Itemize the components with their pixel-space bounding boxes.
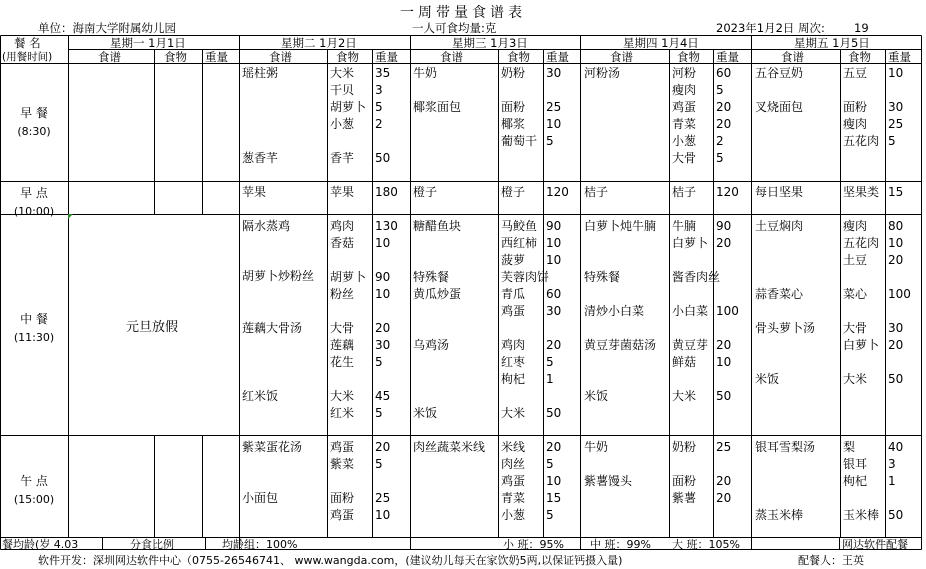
weight: 3 [375, 83, 383, 97]
ingredient: 小白菜 [672, 304, 709, 318]
weight: 20 [716, 236, 732, 250]
ingredient: 白萝卜 [672, 236, 709, 250]
recipe: 椰浆面包 [413, 100, 462, 114]
weight: 90 [716, 219, 732, 233]
col-weight: 重量 [888, 50, 911, 64]
col-ingredient: 食物 [507, 50, 530, 64]
brand-label: 网达软件配餐 [842, 538, 908, 551]
ingredient: 肉丝 [501, 457, 526, 471]
ingredient: 大骨 [843, 321, 868, 335]
day-header-tue: 星期二 1月2日 [281, 36, 357, 50]
recipe: 隔水蒸鸡 [242, 219, 291, 233]
ingredient: 瘦肉 [843, 219, 868, 233]
meal-lunch: 中 餐 (11:30) [13, 312, 55, 345]
col-ingredient: 食物 [336, 50, 359, 64]
meal-name-header: 餐 名 [14, 36, 41, 50]
weight: 130 [375, 219, 398, 233]
weight: 20 [716, 338, 732, 352]
ingredient: 瘦肉 [672, 83, 697, 97]
ingredient: 鸡蛋 [501, 304, 526, 318]
ingredient: 紫菜 [330, 457, 355, 471]
weight: 25 [546, 100, 562, 114]
ingredient: 香菇 [330, 236, 355, 250]
day-header-wed: 星期三 1月3日 [452, 36, 528, 50]
ingredient: 大米 [330, 66, 355, 80]
meal-time-header: (用餐时间) [2, 51, 53, 63]
recipe: 紫薯馒头 [584, 474, 633, 488]
recipe: 乌鸡汤 [413, 338, 450, 352]
weight: 90 [375, 270, 391, 284]
recipe: 胡萝卜炒粉丝 [242, 269, 315, 283]
ingredient: 马鲛鱼 [501, 219, 538, 233]
weight: 30 [546, 66, 562, 80]
weight: 120 [716, 185, 739, 199]
ingredient: 芙蓉肉饼 [501, 270, 550, 284]
big-class-ratio: 大 班：105% [672, 538, 740, 551]
weight: 50 [546, 406, 562, 420]
recipe: 莲藕大骨汤 [242, 321, 303, 335]
weight: 10 [888, 236, 904, 250]
weight: 50 [375, 151, 391, 165]
cell-marker [68, 214, 73, 219]
weight: 20 [546, 440, 562, 454]
weight: 10 [546, 253, 562, 267]
day-header-fri: 星期五 1月5日 [794, 36, 870, 50]
col-weight: 重量 [716, 50, 739, 64]
ingredient: 枸杞 [501, 372, 526, 386]
col-ingredient: 食物 [677, 50, 700, 64]
recipe: 肉丝蔬菜米线 [413, 440, 486, 454]
ingredient: 面粉 [330, 491, 355, 505]
weight: 10 [546, 236, 562, 250]
weight: 50 [888, 372, 904, 386]
recipe: 银耳雪梨汤 [755, 440, 816, 454]
weight: 120 [546, 185, 569, 199]
ingredient: 五豆 [843, 66, 868, 80]
recipe: 米饭 [755, 372, 780, 386]
recipe: 苹果 [242, 185, 267, 199]
weight: 60 [546, 287, 562, 301]
weight: 180 [375, 185, 398, 199]
ingredient: 橙子 [501, 185, 526, 199]
page-title: 一周带量食谱表 [400, 5, 526, 21]
weight: 5 [716, 83, 724, 97]
ingredient: 河粉 [672, 66, 697, 80]
ingredient: 干贝 [330, 83, 355, 97]
ingredient: 面粉 [843, 100, 868, 114]
ingredient: 面粉 [501, 100, 526, 114]
ingredient: 胡萝卜 [330, 270, 367, 284]
weight: 10 [546, 474, 562, 488]
per-person-label: 一人可食均量:克 [412, 21, 497, 35]
ingredient: 酱香肉丝 [672, 270, 721, 284]
ingredient: 桔子 [672, 185, 697, 199]
col-ingredient: 食物 [848, 50, 871, 64]
developer-note: 软件开发：深圳网达软件中心（0755-26546741、 www.wangda.com，(建议幼儿每天在家饮奶5两,以保证钙摄入量) [38, 554, 623, 567]
weight: 5 [546, 134, 554, 148]
recipe: 每日坚果 [755, 185, 804, 199]
recipe: 特殊餐 [584, 270, 621, 284]
recipe: 蒜香菜心 [755, 287, 804, 301]
recipe: 米饭 [413, 406, 438, 420]
weight: 60 [716, 66, 732, 80]
split-ratio-label: 分食比例 [130, 538, 174, 551]
ingredient: 大米 [843, 372, 868, 386]
ingredient: 菜心 [843, 287, 868, 301]
meal-morning-snack: 早 点 (10:00) [13, 186, 55, 219]
weight: 90 [546, 219, 562, 233]
recipe: 紫菜蛋花汤 [242, 440, 303, 454]
day-header-thu: 星期四 1月4日 [623, 36, 699, 50]
ingredient: 鲜菇 [672, 355, 697, 369]
ingredient: 西红柿 [501, 236, 538, 250]
preparer-label: 配餐人：王英 [798, 554, 864, 567]
recipe: 小面包 [242, 491, 279, 505]
weight: 5 [546, 508, 554, 522]
weight: 30 [888, 100, 904, 114]
weight: 45 [375, 389, 391, 403]
ingredient: 花生 [330, 355, 355, 369]
weight: 25 [375, 491, 391, 505]
ingredient: 坚果类 [843, 185, 880, 199]
recipe: 米饭 [584, 389, 609, 403]
col-recipe: 食谱 [269, 50, 292, 64]
ingredient: 面粉 [672, 474, 697, 488]
date-week-label: 2023年1月2日 周次: [716, 21, 825, 35]
weight: 5 [888, 134, 896, 148]
ingredient: 青菜 [501, 491, 526, 505]
recipe: 土豆焖肉 [755, 219, 804, 233]
ingredient: 枸杞 [843, 474, 868, 488]
average-age: 餐均龄(岁 4.03 [2, 538, 79, 551]
weight: 5 [375, 355, 383, 369]
recipe: 蒸玉米棒 [755, 508, 804, 522]
ingredient: 小葱 [501, 508, 526, 522]
weight: 3 [888, 457, 896, 471]
weight: 80 [888, 219, 904, 233]
ingredient: 大骨 [330, 321, 355, 335]
week-number: 19 [854, 21, 869, 35]
recipe: 叉烧面包 [755, 100, 804, 114]
recipe: 葱香芊 [242, 151, 279, 165]
ingredient: 梨 [843, 440, 856, 454]
ingredient: 鸡肉 [501, 338, 526, 352]
recipe: 糖醋鱼块 [413, 219, 462, 233]
weight: 20 [716, 100, 732, 114]
weight: 10 [375, 287, 391, 301]
recipe: 特殊餐 [413, 270, 450, 284]
col-recipe: 食谱 [440, 50, 463, 64]
weight: 30 [375, 338, 391, 352]
recipe: 橙子 [413, 185, 438, 199]
mid-class-ratio: 中 班：99% [590, 538, 651, 551]
ingredient: 黄豆芽 [672, 338, 709, 352]
weight: 10 [716, 355, 732, 369]
weight: 1 [546, 372, 554, 386]
unit-label: 单位：海南大学附属幼儿园 [38, 21, 176, 35]
weight: 20 [888, 338, 904, 352]
ingredient: 葡萄干 [501, 134, 538, 148]
weight: 10 [888, 66, 904, 80]
weight: 5 [546, 355, 554, 369]
ingredient: 大米 [501, 406, 526, 420]
ingredient: 奶粉 [672, 440, 697, 454]
weight: 1 [888, 474, 896, 488]
day-header-mon: 星期一 1月1日 [110, 36, 186, 50]
ingredient: 红米 [330, 406, 355, 420]
meal-afternoon-snack: 午 点 (15:00) [13, 474, 55, 507]
ingredient: 红枣 [501, 355, 526, 369]
weight: 50 [888, 508, 904, 522]
ingredient: 鸡肉 [330, 219, 355, 233]
recipe: 黄瓜炒蛋 [413, 287, 462, 301]
col-weight: 重量 [205, 50, 228, 64]
age-group-ratio: 均龄组：100% [222, 538, 298, 551]
col-ingredient: 食物 [164, 50, 187, 64]
weight: 30 [546, 304, 562, 318]
col-weight: 重量 [375, 50, 398, 64]
weight: 50 [716, 389, 732, 403]
col-recipe: 食谱 [610, 50, 633, 64]
recipe: 牛奶 [413, 66, 438, 80]
weight: 20 [716, 474, 732, 488]
weight: 35 [375, 66, 391, 80]
col-weight: 重量 [546, 50, 569, 64]
small-class-ratio: 小 班：95% [503, 538, 564, 551]
meal-breakfast: 早 餐 (8:30) [17, 106, 51, 139]
weight: 25 [716, 440, 732, 454]
weight: 2 [716, 134, 724, 148]
ingredient: 五花肉 [843, 134, 880, 148]
weight: 20 [375, 440, 391, 454]
weight: 10 [546, 117, 562, 131]
recipe: 五谷豆奶 [755, 66, 804, 80]
ingredient: 胡萝卜 [330, 100, 367, 114]
ingredient: 银耳 [843, 457, 868, 471]
weight: 20 [716, 491, 732, 505]
ingredient: 青菜 [672, 117, 697, 131]
recipe: 牛奶 [584, 440, 609, 454]
ingredient: 紫薯 [672, 491, 697, 505]
weight: 5 [375, 100, 383, 114]
weight: 20 [888, 253, 904, 267]
weight: 5 [546, 457, 554, 471]
col-recipe: 食谱 [98, 50, 121, 64]
weight: 15 [546, 491, 562, 505]
ingredient: 奶粉 [501, 66, 526, 80]
weight: 20 [375, 321, 391, 335]
holiday-label: 元旦放假 [126, 320, 179, 335]
weight: 2 [375, 117, 383, 131]
weight: 100 [716, 304, 739, 318]
ingredient: 土豆 [843, 253, 868, 267]
col-recipe: 食谱 [781, 50, 804, 64]
ingredient: 小葱 [672, 134, 697, 148]
ingredient: 鸡蛋 [672, 100, 697, 114]
ingredient: 小葱 [330, 117, 355, 131]
ingredient: 鸡蛋 [330, 508, 355, 522]
recipe: 桔子 [584, 185, 609, 199]
ingredient: 菠萝 [501, 253, 526, 267]
ingredient: 椰浆 [501, 117, 526, 131]
recipe: 黄豆芽菌菇汤 [584, 338, 657, 352]
recipe: 瑶柱粥 [242, 66, 279, 80]
ingredient: 香芊 [330, 151, 355, 165]
weight: 30 [888, 321, 904, 335]
ingredient: 米线 [501, 440, 526, 454]
weight: 10 [375, 236, 391, 250]
ingredient: 苹果 [330, 185, 355, 199]
ingredient: 鸡蛋 [330, 440, 355, 454]
recipe: 白萝卜炖牛腩 [584, 219, 657, 233]
weight: 10 [375, 508, 391, 522]
ingredient: 莲藕 [330, 338, 355, 352]
weight: 5 [375, 406, 383, 420]
ingredient: 大米 [672, 389, 697, 403]
ingredient: 玉米棒 [843, 508, 880, 522]
weight: 20 [546, 338, 562, 352]
weight: 20 [716, 117, 732, 131]
ingredient: 青瓜 [501, 287, 526, 301]
ingredient: 大骨 [672, 151, 697, 165]
weight: 100 [888, 287, 911, 301]
weight: 40 [888, 440, 904, 454]
ingredient: 粉丝 [330, 287, 355, 301]
weight: 5 [375, 457, 383, 471]
recipe: 河粉汤 [584, 66, 621, 80]
recipe: 骨头萝卜汤 [755, 321, 816, 335]
ingredient: 大米 [330, 389, 355, 403]
ingredient: 白萝卜 [843, 338, 880, 352]
ingredient: 牛腩 [672, 219, 697, 233]
weight: 5 [716, 151, 724, 165]
weight: 25 [888, 117, 904, 131]
recipe: 清炒小白菜 [584, 304, 645, 318]
weight: 15 [888, 185, 904, 199]
recipe: 红米饭 [242, 389, 279, 403]
ingredient: 鸡蛋 [501, 474, 526, 488]
ingredient: 五花肉 [843, 236, 880, 250]
ingredient: 瘦肉 [843, 117, 868, 131]
